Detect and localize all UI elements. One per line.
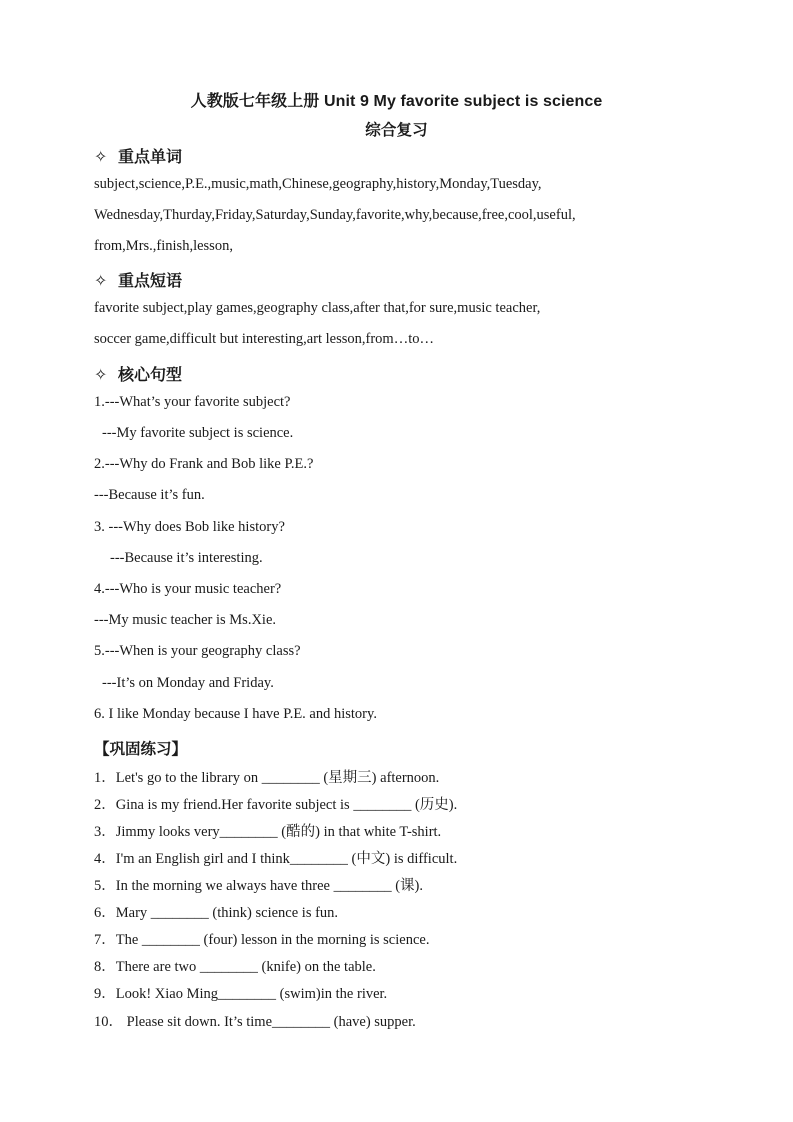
exercise-item [94, 793, 457, 814]
exercise-number: 8． [94, 959, 116, 975]
sentence-line: ---Because it’s interesting. [110, 550, 263, 566]
sentence-line: 4.---Who is your music teacher? [94, 581, 282, 597]
exercise-number: 3． [94, 824, 116, 840]
exercise-text: The ________ (four) lesson in the morning is science. [115, 932, 430, 948]
exercise-text: Look! Xiao Ming________ (swim)in the river. [115, 986, 388, 1002]
exercise-number: 1． [94, 770, 116, 786]
exercise-text: I'm an English girl and I think________ (中文) is difficult. [115, 851, 458, 867]
exercise-number: 4． [94, 851, 116, 867]
exercises-heading: 【巩固练习】 [94, 741, 188, 758]
exercise-text: Jimmy looks very________ (酷的) in that white T-shirt. [115, 824, 442, 840]
exercise-text: Let's go to the library on ________ (星期三) afternoon. [115, 770, 440, 786]
section-heading-phrases: ✧ 重点短语 [94, 273, 183, 290]
sentence-line: ---It’s on Monday and Friday. [102, 675, 274, 691]
words-line: subject,science,P.E.,music,math,Chinese,geography,history,Monday,Tuesday, [94, 176, 542, 192]
exercise-number: 7． [94, 932, 116, 948]
exercise-item [94, 982, 387, 1003]
exercise-number: 9． [94, 986, 116, 1002]
words-line: Wednesday,Thurday,Friday,Saturday,Sunday,favorite,why,because,free,cool,useful, [94, 207, 576, 223]
sentence-line: 5.---When is your geography class? [94, 643, 301, 659]
phrases-line: favorite subject,play games,geography class,after that,for sure,music teacher, [94, 300, 541, 316]
exercise-number: 2． [94, 797, 116, 813]
words-line: from,Mrs.,finish,lesson, [94, 238, 233, 254]
sentence-line: 6. I like Monday because I have P.E. and history. [94, 706, 377, 722]
document-subtitle: 综合复习 [365, 122, 428, 139]
exercise-text: Please sit down. It’s time________ (have) supper. [123, 1014, 416, 1030]
diamond-bullet-icon: ✧ [94, 273, 108, 290]
sentence-line: ---My music teacher is Ms.Xie. [94, 612, 277, 628]
exercise-item [94, 766, 439, 787]
exercise-item [94, 1010, 416, 1031]
exercise-text: There are two ________ (knife) on the table. [115, 959, 376, 975]
sentence-line: ---My favorite subject is science. [102, 425, 294, 441]
sentence-line: 2.---Why do Frank and Bob like P.E.? [94, 456, 314, 472]
exercise-item [94, 820, 441, 841]
diamond-bullet-icon: ✧ [94, 149, 108, 166]
exercise-number: 5． [94, 878, 116, 894]
section-heading-words: ✧ 重点单词 [94, 149, 183, 166]
exercise-number: 10． [94, 1014, 123, 1030]
phrases-line: soccer game,difficult but interesting,art lesson,from…to… [94, 331, 434, 347]
exercise-text: In the morning we always have three ________ (课). [115, 878, 423, 894]
exercise-item [94, 901, 338, 922]
exercise-item [94, 874, 423, 895]
sentence-line: ---Because it’s fun. [94, 487, 205, 503]
sentence-line: 3. ---Why does Bob like history? [94, 519, 285, 535]
exercise-item [94, 847, 457, 868]
exercise-text: Mary ________ (think) science is fun. [115, 905, 339, 921]
document-title: 人教版七年级上册 Unit 9 My favorite subject is science [190, 93, 603, 110]
exercise-text: Gina is my friend.Her favorite subject is ________ (历史). [115, 797, 458, 813]
exercise-item [94, 928, 429, 949]
section-heading-sentences: ✧ 核心句型 [94, 367, 183, 384]
sentence-line: 1.---What’s your favorite subject? [94, 394, 291, 410]
diamond-bullet-icon: ✧ [94, 367, 108, 384]
exercise-item [94, 955, 376, 976]
exercise-number: 6． [94, 905, 116, 921]
